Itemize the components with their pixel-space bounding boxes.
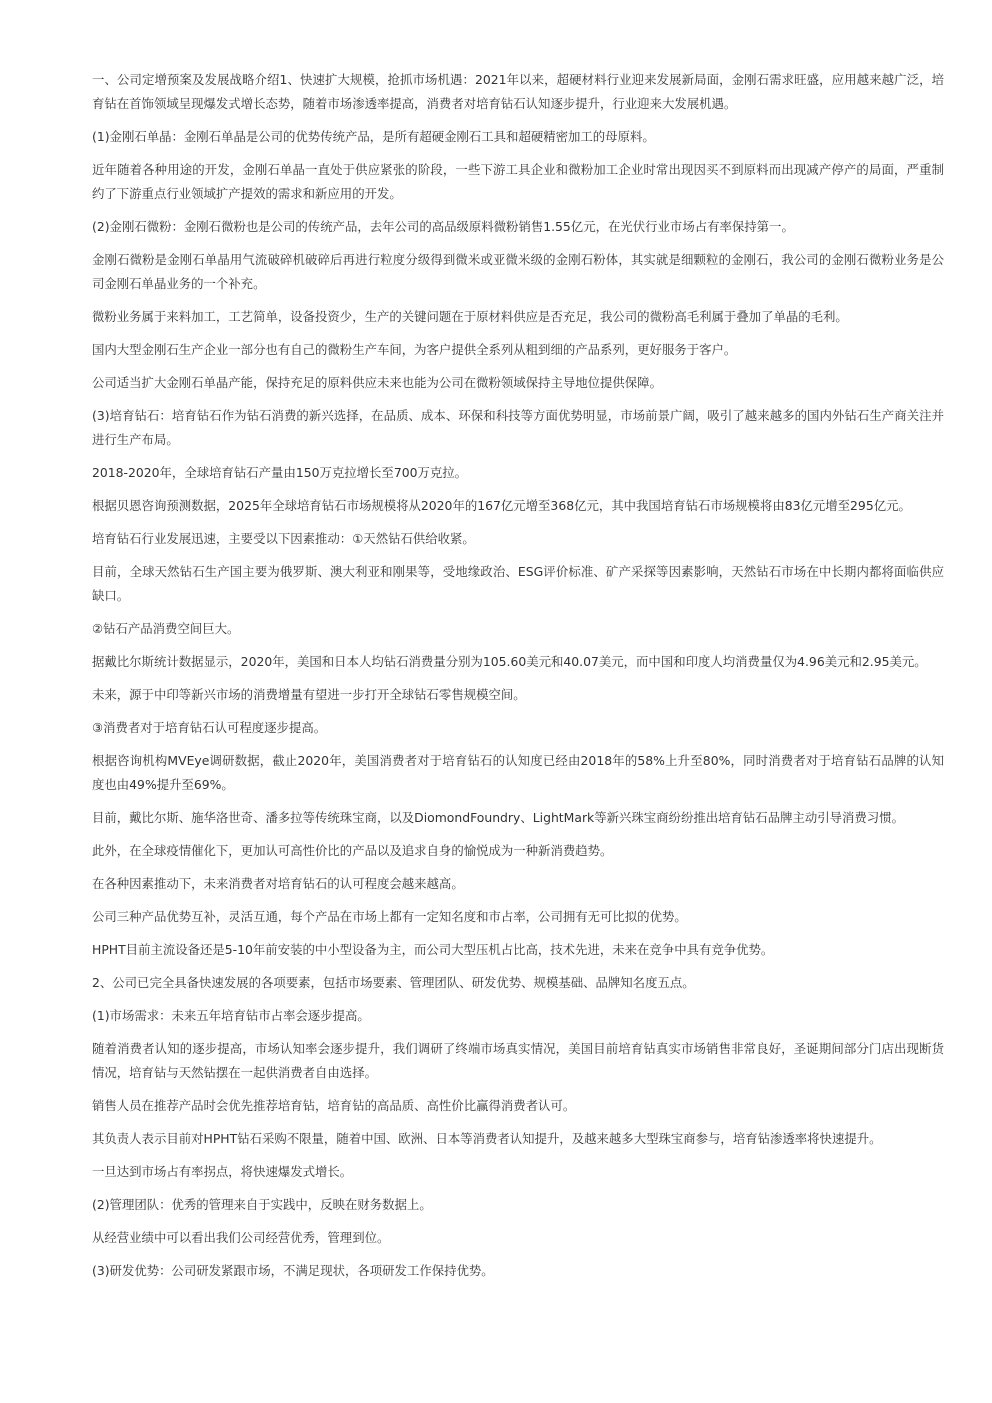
- paragraph: 未来，源于中印等新兴市场的消费增量有望进一步打开全球钻石零售规模空间。: [92, 687, 526, 702]
- paragraph: 目前，全球天然钻石生产国主要为俄罗斯、澳大利亚和刚果等，受地缘政治、ESG评价标准、矿产采探等因素影响，天然钻石市场在中长期内都将面临供应缺口。: [92, 564, 944, 603]
- paragraph-diamond-single-crystal: (1)金刚石单晶：金刚石单晶是公司的优势传统产品，是所有超硬金刚石工具和超硬精密加工的母原料。: [92, 129, 655, 144]
- paragraph-rd-advantage: (3)研发优势：公司研发紧跟市场，不满足现状，各项研发工作保持优势。: [92, 1263, 494, 1278]
- paragraph-market-demand: (1)市场需求：未来五年培育钻市占率会逐步提高。: [92, 1008, 370, 1023]
- paragraph: 据戴比尔斯统计数据显示，2020年，美国和日本人均钻石消费量分别为105.60美元和40.07美元，而中国和印度人均消费量仅为4.96美元和2.95美元。: [92, 654, 927, 669]
- paragraph: HPHT目前主流设备还是5-10年前安装的中小型设备为主，而公司大型压机占比高，技术先进，未来在竞争中具有竞争优势。: [92, 942, 774, 957]
- paragraph-management-team: (2)管理团队：优秀的管理来自于实践中，反映在财务数据上。: [92, 1197, 432, 1212]
- paragraph: 根据贝恩咨询预测数据，2025年全球培育钻石市场规模将从2020年的167亿元增至368亿元，其中我国培育钻石市场规模将由83亿元增至295亿元。: [92, 498, 911, 513]
- paragraph: 从经营业绩中可以看出我们公司经营优秀，管理到位。: [92, 1230, 390, 1245]
- paragraph: 目前，戴比尔斯、施华洛世奇、潘多拉等传统珠宝商，以及DiomondFoundry、LightMark等新兴珠宝商纷纷推出培育钻石品牌主动引导消费习惯。: [92, 810, 904, 825]
- paragraph-intro: 一、公司定增预案及发展战略介绍1、快速扩大规模，抢抓市场机遇：2021年以来，超硬材料行业迎来发展新局面，金刚石需求旺盛，应用越来越广泛，培育钻在首饰领域呈现爆发式增长态势，随着市场渗透率提高，消费者对培育钻石认知逐步提升，行业迎来大发展机遇。: [92, 72, 944, 111]
- paragraph-lab-grown-diamond: (3)培育钻石：培育钻石作为钻石消费的新兴选择，在品质、成本、环保和科技等方面优势明显，市场前景广阔，吸引了越来越多的国内外钻石生产商关注并进行生产布局。: [92, 408, 944, 447]
- paragraph: ②钻石产品消费空间巨大。: [92, 621, 240, 636]
- paragraph: 此外，在全球疫情催化下，更加认可高性价比的产品以及追求自身的愉悦成为一种新消费趋势。: [92, 843, 613, 858]
- paragraph-section-2: 2、公司已完全具备快速发展的各项要素，包括市场要素、管理团队、研发优势、规模基础、品牌知名度五点。: [92, 975, 695, 990]
- paragraph: 公司三种产品优势互补，灵活互通，每个产品在市场上都有一定知名度和市占率，公司拥有无可比拟的优势。: [92, 909, 687, 924]
- paragraph: 一旦达到市场占有率拐点，将快速爆发式增长。: [92, 1164, 353, 1179]
- paragraph: 随着消费者认知的逐步提高，市场认知率会逐步提升，我们调研了终端市场真实情况，美国目前培育钻真实市场销售非常良好，圣诞期间部分门店出现断货情况，培育钻与天然钻摆在一起供消费者自由选择。: [92, 1041, 944, 1080]
- paragraph: 金刚石微粉是金刚石单晶用气流破碎机破碎后再进行粒度分级得到微米或亚微米级的金刚石粉体，其实就是细颗粒的金刚石，我公司的金刚石微粉业务是公司金刚石单晶业务的一个补充。: [92, 252, 944, 291]
- paragraph: 在各种因素推动下，未来消费者对培育钻石的认可程度会越来越高。: [92, 876, 464, 891]
- paragraph: 培育钻石行业发展迅速，主要受以下因素推动：①天然钻石供给收紧。: [92, 531, 475, 546]
- paragraph: 其负责人表示目前对HPHT钻石采购不限量，随着中国、欧洲、日本等消费者认知提升，及越来越多大型珠宝商参与，培育钻渗透率将快速提升。: [92, 1131, 882, 1146]
- paragraph: 公司适当扩大金刚石单晶产能，保持充足的原料供应未来也能为公司在微粉领域保持主导地位提供保障。: [92, 375, 662, 390]
- document-body: [92, 68, 944, 1292]
- paragraph: 国内大型金刚石生产企业一部分也有自己的微粉生产车间，为客户提供全系列从粗到细的产品系列，更好服务于客户。: [92, 342, 737, 357]
- paragraph-diamond-powder: (2)金刚石微粉：金刚石微粉也是公司的传统产品，去年公司的高品级原料微粉销售1.55亿元，在光伏行业市场占有率保持第一。: [92, 219, 794, 234]
- paragraph: 近年随着各种用途的开发，金刚石单晶一直处于供应紧张的阶段，一些下游工具企业和微粉加工企业时常出现因买不到原料而出现减产停产的局面，严重制约了下游重点行业领域扩产提效的需求和新应用的开发。: [92, 162, 944, 201]
- paragraph: ③消费者对于培育钻石认可程度逐步提高。: [92, 720, 327, 735]
- paragraph: 销售人员在推荐产品时会优先推荐培育钻，培育钻的高品质、高性价比赢得消费者认可。: [92, 1098, 576, 1113]
- paragraph: 微粉业务属于来料加工，工艺简单，设备投资少，生产的关键问题在于原材料供应是否充足，我公司的微粉高毛利属于叠加了单晶的毛利。: [92, 309, 848, 324]
- paragraph: 根据咨询机构MVEye调研数据，截止2020年，美国消费者对于培育钻石的认知度已经由2018年的58%上升至80%，同时消费者对于培育钻石品牌的认知度也由49%提升至69%。: [92, 753, 944, 792]
- paragraph: 2018-2020年，全球培育钻石产量由150万克拉增长至700万克拉。: [92, 465, 468, 480]
